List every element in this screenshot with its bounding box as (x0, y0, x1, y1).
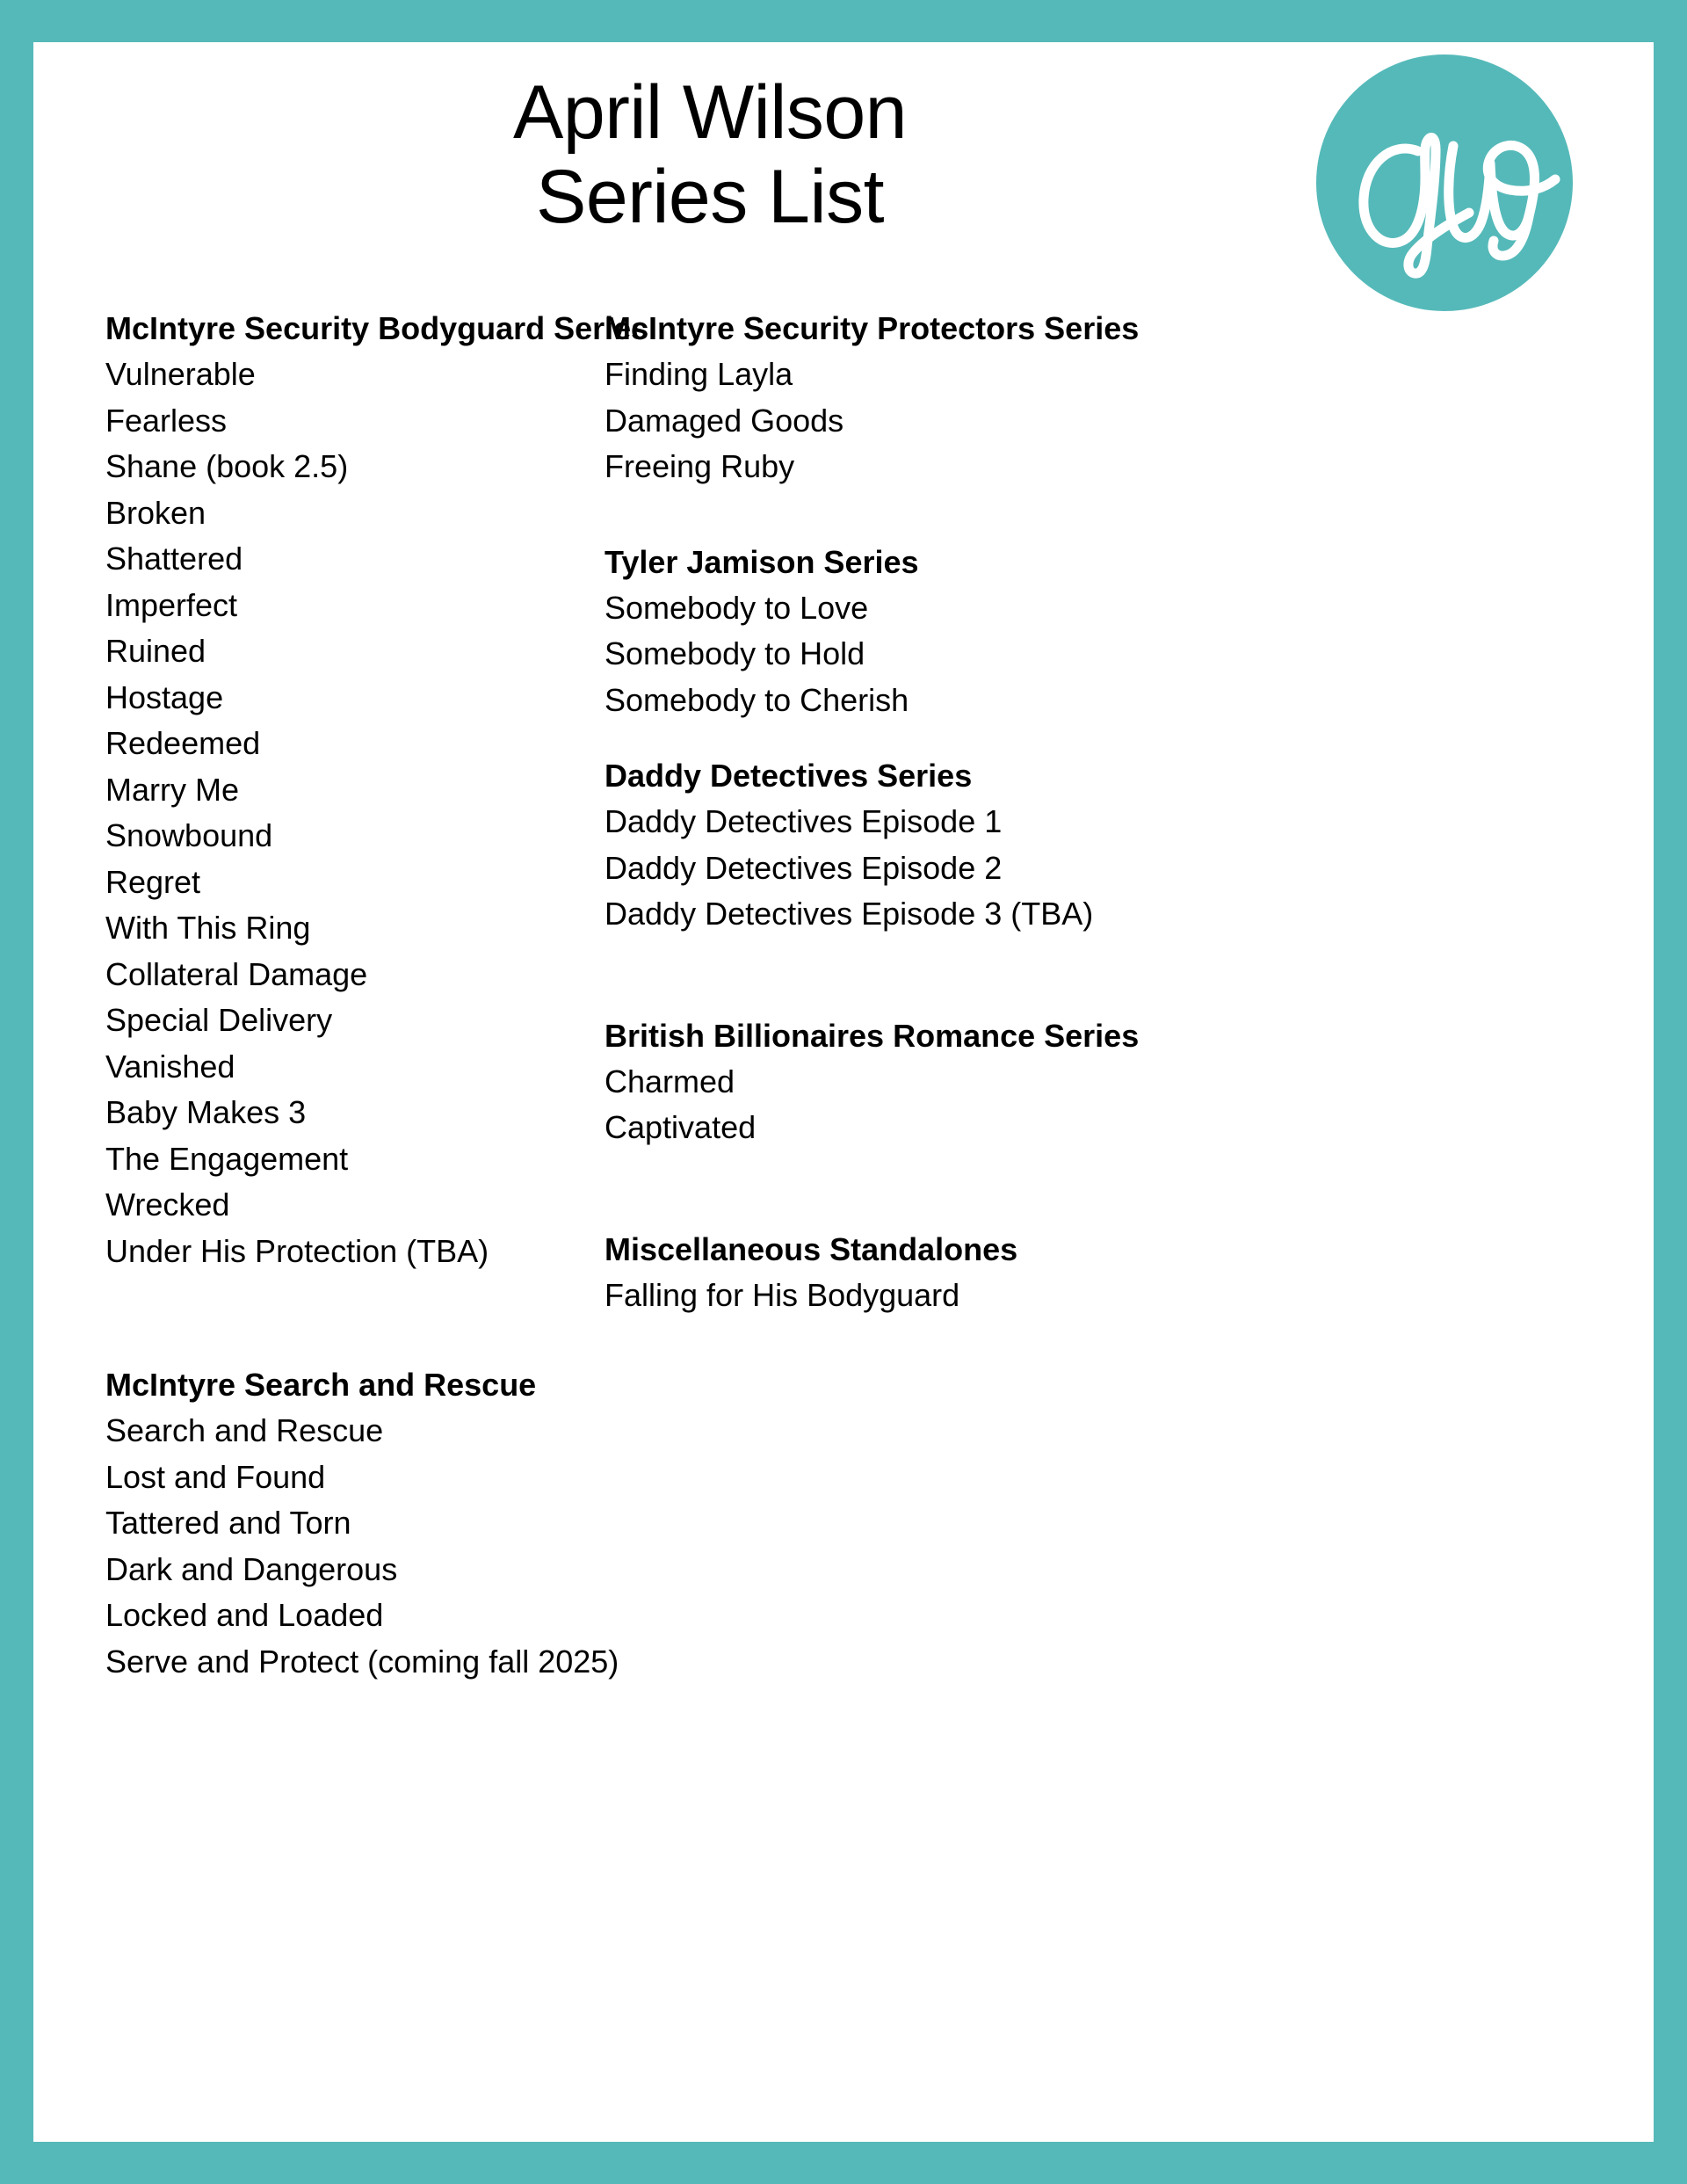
book-item: Vulnerable (105, 356, 256, 392)
book-item: Shane (book 2.5) (105, 448, 349, 484)
title-line-subject: Series List (536, 155, 884, 240)
book-item: Fearless (105, 402, 228, 439)
book-item: Wrecked (105, 1186, 230, 1223)
series-title: Miscellaneous Standalones (605, 1230, 1018, 1267)
aw-monogram-logo (1314, 53, 1575, 313)
book-item: Snowbound (105, 817, 273, 853)
series-title: Daddy Detectives Series (605, 758, 973, 794)
book-item: Lost and Found (105, 1458, 326, 1495)
series-block-daddy-detectives (605, 753, 1571, 938)
book-item: Captivated (605, 1109, 757, 1145)
series-block-tyler-jamison (605, 540, 1571, 724)
book-item: Somebody to Cherish (605, 681, 909, 718)
book-item: The Engagement (105, 1140, 349, 1177)
series-block-mcintyre-security-protectors (605, 306, 1571, 490)
book-item: Daddy Detectives Episode 3 (TBA) (605, 896, 1094, 932)
series-title: Tyler Jamison Series (605, 543, 919, 580)
document-header (33, 42, 1654, 306)
book-item: Broken (105, 494, 206, 531)
book-item: Shattered (105, 541, 243, 577)
book-item: Special Delivery (105, 1002, 333, 1038)
book-item: Serve and Protect (coming fall 2025) (105, 1643, 619, 1680)
series-block-mcintyre-security-bodyguard (105, 306, 668, 1274)
book-item: Locked and Loaded (105, 1597, 384, 1633)
series-title: British Billionaires Romance Series (605, 1017, 1140, 1054)
page-sheet (33, 42, 1654, 2142)
section-spacer (605, 938, 1571, 1013)
title-line-author: April Wilson (513, 70, 907, 155)
series-title: McIntyre Search and Rescue (105, 1367, 537, 1403)
book-item: Dark and Dangerous (105, 1550, 398, 1587)
section-spacer (605, 723, 1571, 753)
book-item: Daddy Detectives Episode 1 (605, 803, 1003, 839)
book-item: Under His Protection (TBA) (105, 1232, 489, 1269)
book-item: Imperfect (105, 586, 238, 623)
book-item: Somebody to Love (605, 589, 869, 626)
book-item: Marry Me (105, 771, 239, 808)
book-item: Daddy Detectives Episode 2 (605, 849, 1003, 886)
section-spacer (605, 490, 1571, 540)
book-item: Ruined (105, 633, 206, 669)
left-column (105, 306, 668, 1685)
book-item: Charmed (605, 1063, 735, 1099)
book-item: Vanished (105, 1048, 235, 1085)
book-item: Falling for His Bodyguard (605, 1276, 960, 1313)
book-item: Baby Makes 3 (105, 1094, 307, 1130)
book-item: Damaged Goods (605, 402, 844, 439)
book-item: With This Ring (105, 910, 311, 946)
series-title: McIntyre Security Bodyguard Series (105, 310, 649, 346)
book-item: Redeemed (105, 725, 261, 761)
series-block-mcintyre-search-and-rescue (105, 1362, 668, 1685)
series-block-british-billionaires-romance (605, 1013, 1571, 1151)
book-item: Tattered and Torn (105, 1505, 351, 1541)
book-item: Somebody to Hold (605, 635, 865, 671)
book-item: Hostage (105, 678, 224, 715)
book-item: Freeing Ruby (605, 448, 795, 484)
book-item: Search and Rescue (105, 1412, 384, 1448)
right-column (605, 306, 1571, 1318)
series-block-miscellaneous-standalones (605, 1227, 1571, 1319)
section-spacer (605, 1151, 1571, 1227)
book-item: Collateral Damage (105, 955, 368, 992)
series-title: McIntyre Security Protectors Series (605, 310, 1140, 346)
page-title (33, 70, 1387, 240)
section-spacer (105, 1274, 668, 1362)
book-item: Regret (105, 863, 201, 900)
book-item: Finding Layla (605, 356, 793, 392)
